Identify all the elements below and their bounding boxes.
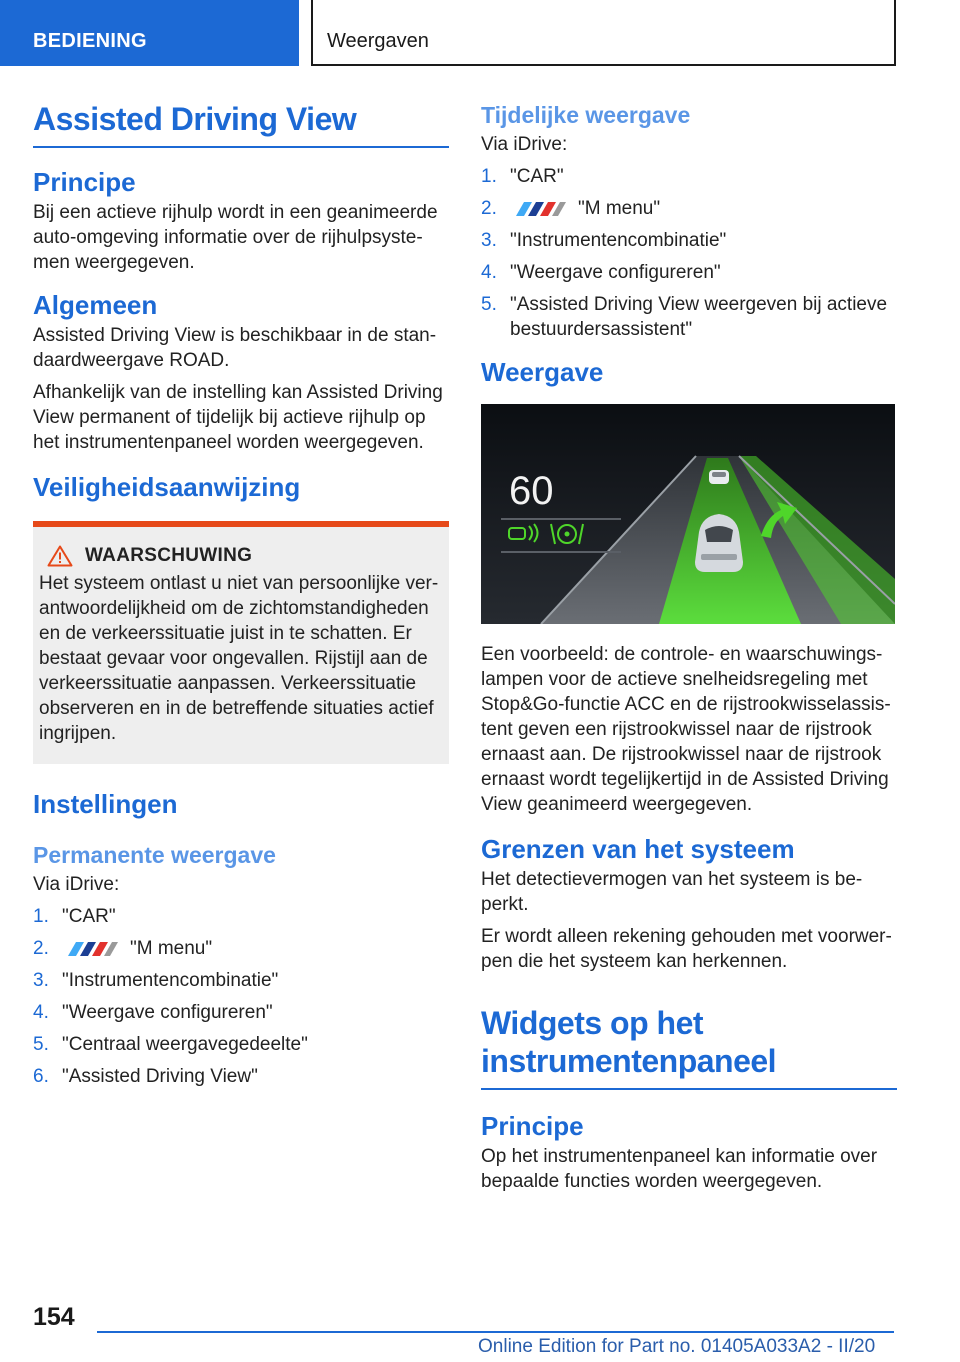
algemeen-paragraph-2: Afhankelijk van de instelling kan Assisted Driving View permanent of tijdelijk bij actieve rijhulp op het instrumentenpaneel worden weergegeven.	[33, 382, 443, 453]
step-number: 3.	[33, 970, 49, 991]
edition-info: Online Edition for Part no. 01405A033A2 - II/20	[478, 1336, 876, 1357]
step-number: 3.	[481, 230, 497, 251]
list-item	[481, 164, 897, 189]
page-title: Assisted Driving View	[33, 100, 449, 148]
step-number: 1.	[33, 906, 49, 927]
step-text: "Weergave configureren"	[510, 262, 721, 283]
list-item	[481, 260, 897, 285]
permanent-steps	[33, 904, 449, 1089]
step-number: 5.	[481, 294, 497, 315]
limits-paragraph-2: Er wordt alleen rekening gehouden met voorwer-pen die het systeem kan herkennen.	[481, 926, 892, 972]
warning-header	[47, 545, 439, 567]
step-number: 6.	[33, 1066, 49, 1087]
algemeen-heading: Algemeen	[33, 290, 158, 320]
step-number: 4.	[481, 262, 497, 283]
step-number: 4.	[33, 1002, 49, 1023]
section-tab	[0, 0, 299, 66]
list-item	[33, 1000, 449, 1025]
via-idrive-right: Via iDrive:	[481, 134, 568, 155]
principe-text: Bij een actieve rijhulp wordt in een geanimeerde auto-omgeving informatie over de rijhulpsyste-men weergegeven.	[33, 202, 438, 273]
widgets-principe-text: Op het instrumentenpaneel kan informatie over bepaalde functies worden weergegeven.	[481, 1146, 878, 1192]
display-heading: Weergave	[481, 357, 604, 387]
step-text: "Assisted Driving View"	[62, 1066, 258, 1087]
chapter-label: Weergaven	[327, 30, 429, 52]
step-number: 2.	[481, 198, 497, 219]
list-item	[481, 196, 897, 221]
warning-title: WAARSCHUWING	[85, 545, 253, 566]
step-text: "Instrumentencombinatie"	[510, 230, 727, 251]
widgets-title: Widgets op het instrumentenpaneel	[481, 1004, 897, 1090]
m-logo-icon	[510, 202, 566, 216]
step-number: 1.	[481, 166, 497, 187]
step-text: "M menu"	[578, 198, 661, 219]
limits-heading: Grenzen van het systeem	[481, 834, 795, 864]
assisted-driving-view-image	[481, 404, 895, 624]
step-number: 5.	[33, 1034, 49, 1055]
step-text: "Instrumentencombinatie"	[62, 970, 279, 991]
limits-paragraph-1: Het detectievermogen van het systeem is be-perkt.	[481, 869, 863, 915]
list-item	[481, 292, 897, 342]
list-item	[33, 1064, 449, 1089]
step-text: "CAR"	[62, 906, 116, 927]
image-caption: Een voorbeeld: de controle- en waarschuwings-lampen voor de actieve snelheidsregeling met Stop&Go-functie ACC en de rijstrookwisselassis-tent geven een rijstrookwissel naar de rijstrook ernaast aan. De rijstrookwissel naar de rijstrook ernaast wordt tegelijkertijd in de Assisted Driving View geanimeerd weergegeven.	[481, 644, 891, 815]
m-logo-icon	[62, 942, 118, 956]
warning-text: Het systeem ontlast u niet van persoonlijke ver-antwoordelijkheid om de zichtomstandigheden en de verkeerssituatie juist in te schatten. Er bestaat gevaar voor ongevallen. Rijstijl aan de verkeerssituatie aanpassen. Verkeerssituatie observeren en in de betreffende situaties actief ingrijpen.	[39, 573, 439, 744]
list-item	[33, 904, 449, 929]
safety-heading: Veiligheidsaanwijzing	[33, 472, 301, 502]
algemeen-paragraph-1: Assisted Driving View is beschikbaar in de stan-daardweergave ROAD.	[33, 325, 437, 371]
list-item	[33, 1032, 449, 1057]
left-column	[33, 100, 449, 1099]
step-text: "Assisted Driving View weergeven bij actieve bestuurdersassistent"	[510, 294, 888, 340]
chapter-tab	[311, 0, 896, 66]
step-text: "Weergave configureren"	[62, 1002, 273, 1023]
list-item	[481, 228, 897, 253]
temporary-heading: Tijdelijke weergave	[481, 102, 691, 128]
step-text: "Centraal weergavegedeelte"	[62, 1034, 308, 1055]
temporary-steps	[481, 164, 897, 342]
settings-heading: Instellingen	[33, 789, 178, 819]
step-text: "CAR"	[510, 166, 564, 187]
permanent-heading: Permanente weergave	[33, 842, 276, 868]
widgets-principe-heading: Principe	[481, 1111, 584, 1141]
via-idrive-left: Via iDrive:	[33, 874, 120, 895]
right-column	[481, 100, 897, 1201]
step-text: "M menu"	[130, 938, 213, 959]
list-item	[33, 936, 449, 961]
warning-box	[33, 521, 449, 764]
section-label: BEDIENING	[33, 30, 147, 52]
step-number: 2.	[33, 938, 49, 959]
principe-heading: Principe	[33, 167, 136, 197]
list-item	[33, 968, 449, 993]
warning-triangle-icon	[47, 545, 73, 567]
speed-readout: 60	[509, 469, 554, 513]
footer-rule	[97, 1331, 894, 1333]
page-number: 154	[33, 1303, 75, 1331]
